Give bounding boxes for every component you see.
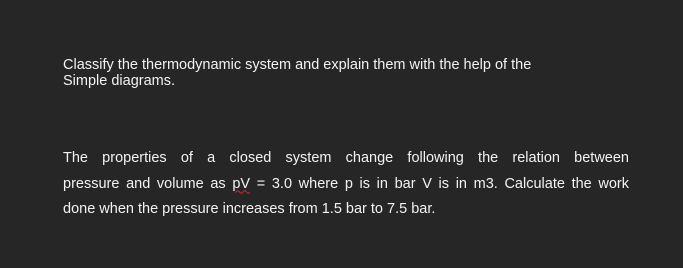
question-2-line-2-before: pressure and volume as <box>63 175 233 192</box>
question-1-line-2: Simple diagrams. <box>63 73 176 89</box>
question-2-line-2-after: = 3.0 where p is in bar V is in m3. Calculate the work <box>250 175 630 192</box>
question-1-line-1: Classify the thermodynamic system and explain them with the help of the <box>63 57 532 73</box>
spellcheck-flagged-word[interactable]: pV <box>232 175 251 192</box>
question-1-text <box>63 57 623 89</box>
question-2-line-3: done when the pressure increases from 1.5 bar to 7.5 bar. <box>63 201 436 217</box>
question-2-line-2 <box>63 172 629 198</box>
question-2-text <box>63 146 629 223</box>
question-2-line-1: The properties of a closed system change following the relation between <box>63 150 629 166</box>
